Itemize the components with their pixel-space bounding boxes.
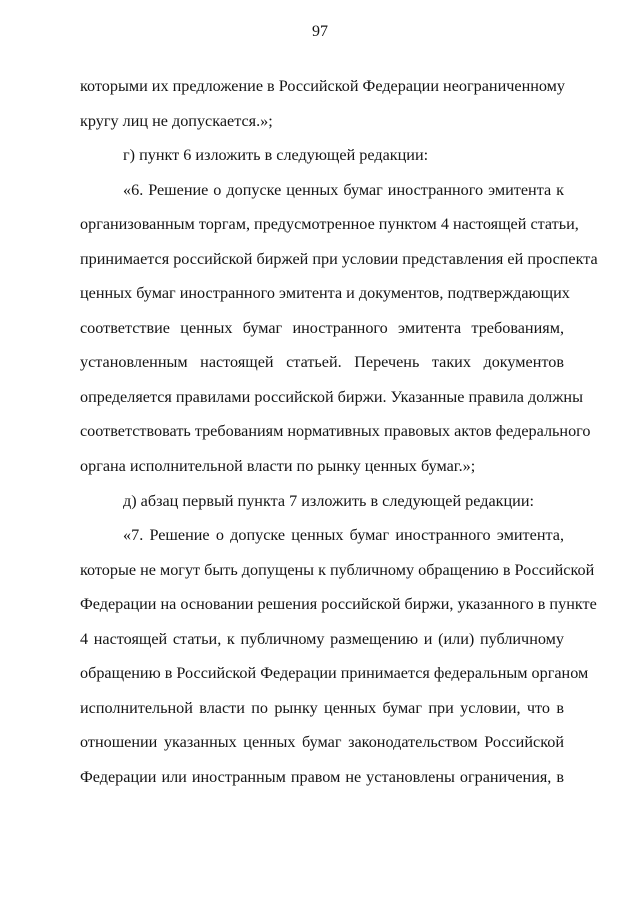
- text-line: д) абзац первый пункта 7 изложить в следующей редакции:: [123, 491, 534, 510]
- text-line: Федерации или иностранным правом не установлены ограничения, в: [80, 767, 564, 786]
- text-line: органа исполнительной власти по рынку ценных бумаг.»;: [80, 457, 476, 476]
- text-line: ценных бумаг иностранного эмитента и документов, подтверждающих: [80, 284, 570, 303]
- text-line: отношении указанных ценных бумаг законодательством Российской: [80, 733, 564, 752]
- text-line: принимается российской биржей при условии представления ей проспекта: [80, 249, 598, 268]
- text-line: 4 настоящей статьи, к публичному размещению и (или) публичному: [80, 629, 564, 648]
- text-line: исполнительной власти по рынку ценных бумаг при условии, что в: [80, 698, 564, 717]
- document-body: [80, 69, 598, 794]
- text-line: организованным торгам, предусмотренное пунктом 4 настоящей статьи,: [80, 215, 579, 234]
- text-line: «7. Решение о допуске ценных бумаг иностранного эмитента,: [123, 526, 564, 545]
- text-line: соответствие ценных бумаг иностранного эмитента требованиям,: [80, 318, 564, 337]
- text-line: соответствовать требованиям нормативных правовых актов федерального: [80, 422, 591, 441]
- text-line: Федерации на основании решения российской биржи, указанного в пункте: [80, 595, 597, 614]
- text-line: «6. Решение о допуске ценных бумаг иностранного эмитента к: [123, 180, 564, 199]
- text-line: определяется правилами российской биржи. Указанные правила должны: [80, 387, 583, 406]
- text-line: кругу лиц не допускается.»;: [80, 111, 273, 130]
- text-line: которые не могут быть допущены к публичному обращению в Российской: [80, 560, 595, 579]
- text-line: установленным настоящей статьей. Перечень таких документов: [80, 353, 564, 372]
- text-line: г) пункт 6 изложить в следующей редакции:: [123, 146, 429, 165]
- text-line: которыми их предложение в Российской Федерации неограниченному: [80, 77, 566, 95]
- page-number: 97: [312, 23, 328, 40]
- text-line: обращению в Российской Федерации принимается федеральным органом: [80, 664, 589, 683]
